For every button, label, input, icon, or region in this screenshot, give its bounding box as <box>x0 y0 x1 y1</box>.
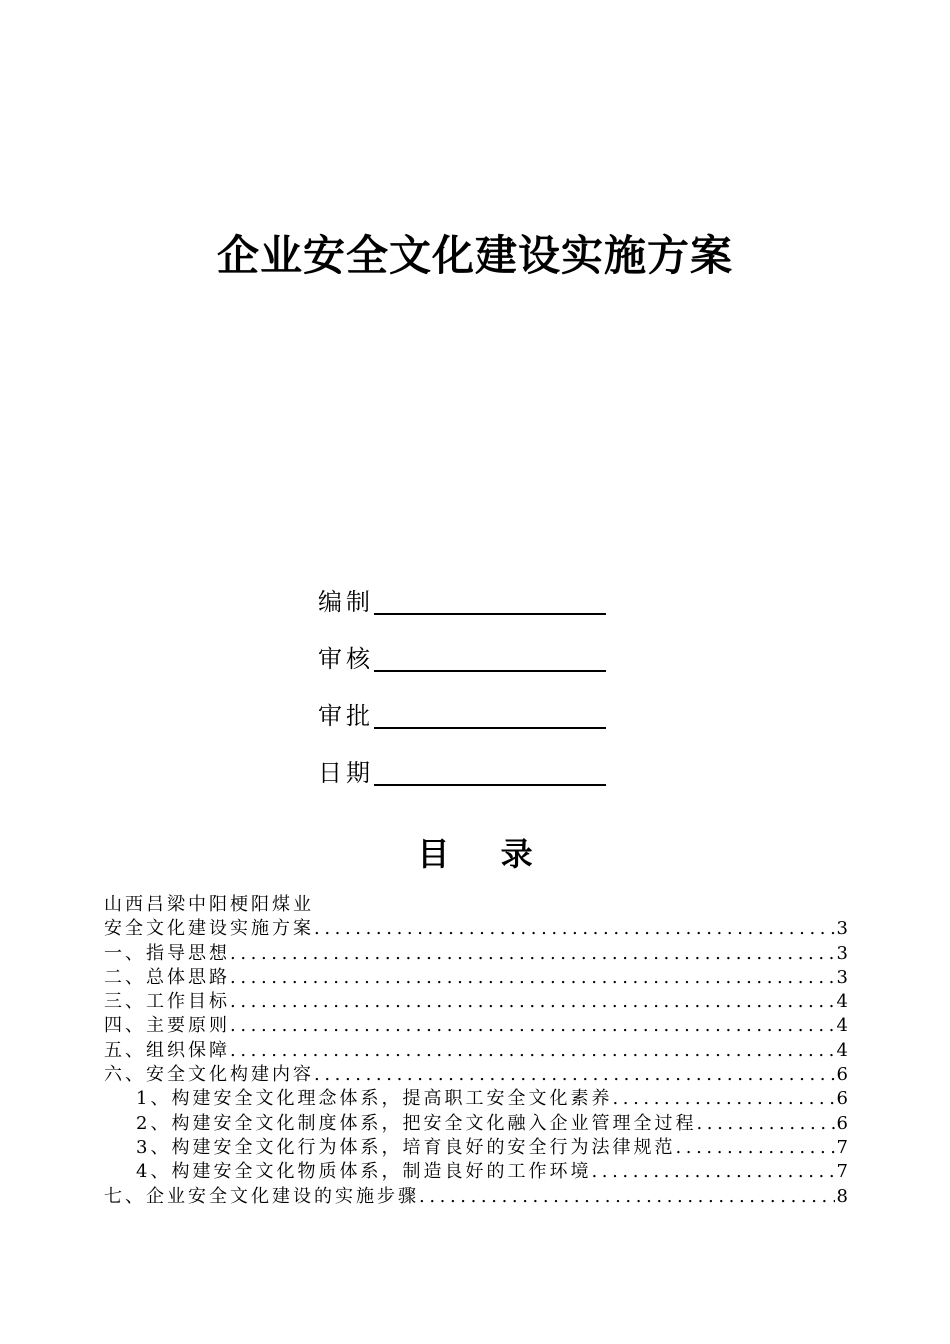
toc-leader-dots <box>230 1014 835 1038</box>
toc-entry[interactable] <box>104 1014 848 1038</box>
toc-entry-text: 一、指导思想 <box>104 942 230 964</box>
signature-line <box>374 727 606 729</box>
toc-page-number: 4 <box>836 991 848 1013</box>
signature-block <box>318 586 618 814</box>
toc-entry-text: 二、总体思路 <box>104 966 230 988</box>
toc-page-number: 3 <box>836 966 848 988</box>
toc-page-number: 6 <box>836 1064 848 1086</box>
toc-page-number: 7 <box>836 1161 848 1183</box>
toc-page-number: 6 <box>836 1088 848 1110</box>
signature-row-reviewed <box>318 643 618 675</box>
toc-leader-dots <box>230 942 835 966</box>
page-title: 企业安全文化建设实施方案 <box>216 231 733 280</box>
toc-leader-dots <box>230 990 835 1014</box>
toc-leader-dots <box>230 966 835 990</box>
signature-line <box>374 613 606 615</box>
signature-row-date <box>318 757 618 789</box>
signature-line <box>374 670 606 672</box>
toc-heading: 目 录 <box>417 835 553 873</box>
toc-leader-dots <box>591 1160 834 1184</box>
signature-label: 日期 <box>318 759 374 787</box>
toc-entry-sub[interactable] <box>104 1087 848 1111</box>
toc-leader-dots <box>419 1185 835 1209</box>
toc-entry[interactable] <box>104 966 848 990</box>
toc-leader-dots <box>230 1039 835 1063</box>
toc-entry-text: 4、构建安全文化物质体系，制造良好的工作环境 <box>136 1161 592 1183</box>
toc-leader-dots <box>675 1136 834 1160</box>
toc-entry-text: 五、组织保障 <box>104 1039 230 1061</box>
signature-label: 审核 <box>318 645 374 673</box>
toc-entry[interactable] <box>104 1063 848 1087</box>
toc-entry-text: 六、安全文化构建内容 <box>104 1064 314 1086</box>
signature-row-compiled <box>318 586 618 618</box>
signature-row-approved <box>318 700 618 732</box>
toc-entry[interactable] <box>104 1185 848 1209</box>
toc-page-number: 4 <box>836 1015 848 1037</box>
toc-entry-text: 四、主要原则 <box>104 1015 230 1037</box>
table-of-contents <box>104 893 848 1209</box>
toc-leader-dots <box>314 917 835 941</box>
toc-entry[interactable] <box>104 1039 848 1063</box>
toc-entry-sub[interactable] <box>104 1136 848 1160</box>
signature-label: 审批 <box>318 702 374 730</box>
toc-page-number: 3 <box>836 918 848 940</box>
toc-entry[interactable] <box>104 990 848 1014</box>
toc-entry-sub[interactable] <box>104 1112 848 1136</box>
toc-preline: 山西吕梁中阳梗阳煤业 <box>104 894 314 915</box>
toc-page-number: 8 <box>836 1185 848 1207</box>
toc-page-number: 6 <box>836 1112 848 1134</box>
toc-entry[interactable] <box>104 942 848 966</box>
toc-entry-sub[interactable] <box>104 1160 848 1184</box>
toc-leader-dots <box>696 1112 834 1136</box>
toc-leader-dots <box>314 1063 835 1087</box>
toc-entry[interactable] <box>104 917 848 941</box>
signature-label: 编制 <box>318 588 374 616</box>
toc-entry-text: 安全文化建设实施方案 <box>104 918 314 940</box>
toc-entry-text: 3、构建安全文化行为体系，培育良好的安全行为法律规范 <box>136 1136 676 1158</box>
toc-entry-text: 2、构建安全文化制度体系，把安全文化融入企业管理全过程 <box>136 1112 697 1134</box>
toc-leader-dots <box>612 1087 834 1111</box>
toc-entry-text: 三、工作目标 <box>104 991 230 1013</box>
toc-page-number: 3 <box>836 942 848 964</box>
signature-line <box>374 784 606 786</box>
toc-page-number: 7 <box>836 1136 848 1158</box>
toc-entry-text: 1、构建安全文化理念体系，提高职工安全文化素养 <box>136 1088 613 1110</box>
toc-page-number: 4 <box>836 1039 848 1061</box>
toc-entry-text: 七、企业安全文化建设的实施步骤 <box>104 1185 419 1207</box>
